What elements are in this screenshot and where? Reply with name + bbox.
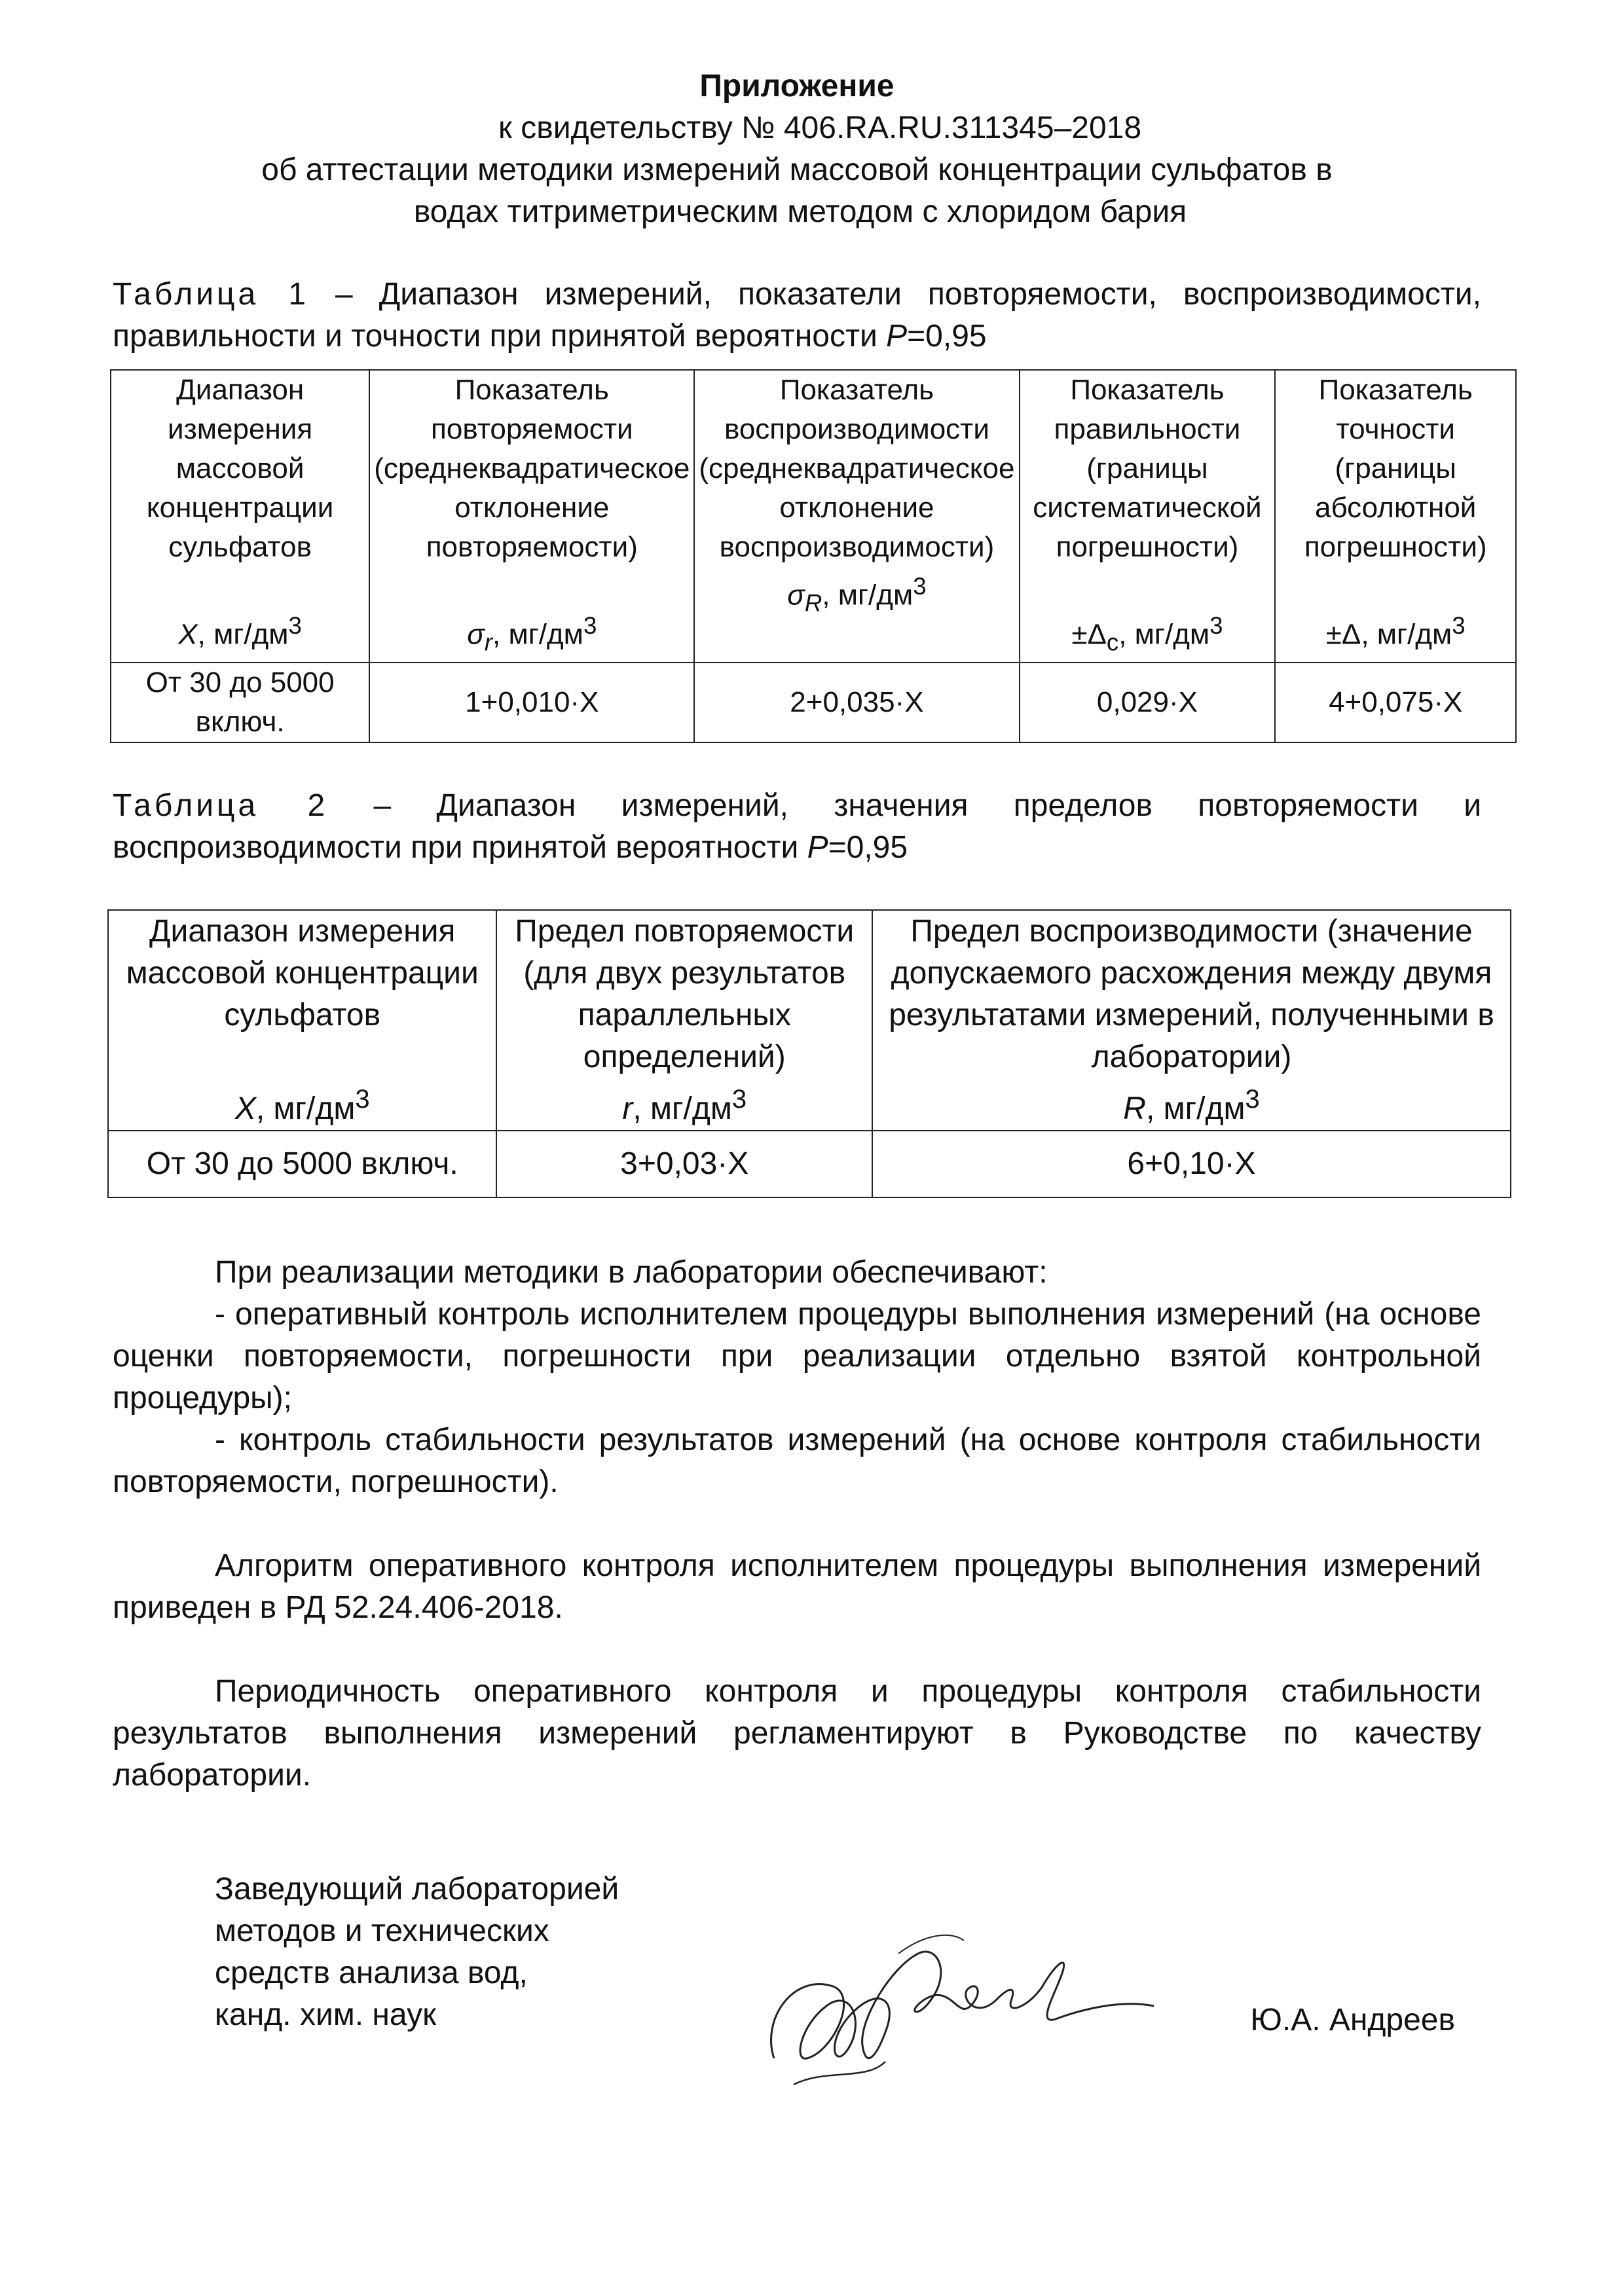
table2-data-row (108, 1131, 1511, 1197)
paragraph-operative-control: - оперативный контроль исполнителем процедуры выполнения измерений (на основе оценки повторяемости, погрешности при реализации отдельно взятой контрольной процедуры); (113, 1297, 1481, 1416)
table2-caption (113, 785, 1481, 869)
table1-caption-text: – Диапазон измерений, показатели повторяемости, воспроизводимости, правильности и точности при принятой вероятности (113, 277, 1482, 354)
table1-cell-range: От 30 до 5000 включ. (111, 663, 369, 742)
table2 (107, 909, 1511, 1198)
table1-header-cell: Показатель воспроизводимости (среднеквадратическое отклонение воспроизводимости) $\sigma_R$, $мг/дм^3$ (694, 370, 1019, 663)
table2-header-cell: Предел повторяемости (для двух результатов параллельных определений) r, $мг/дм^3$ (496, 910, 872, 1131)
table2-header-cell: Предел воспроизводимости (значение допускаемого расхождения между двумя результатами измерений, полученными в лаборатории) R, $мг/дм^3$ (872, 910, 1511, 1131)
table1-caption-value: =0,95 (907, 319, 987, 354)
table1-cell-reproducibility: 2+0,035·X (694, 663, 1019, 742)
paragraph-stability-control: - контроль стабильности результатов измерений (на основе контроля стабильности повторяемости, погрешности). (113, 1423, 1481, 1500)
table2-caption-text: – Диапазон измерений, значения пределов повторяемости и воспроизводимости при принятой вероятности (113, 788, 1482, 866)
header-subject-line1: об аттестации методики измерений массовой концентрации сульфатов в (261, 153, 1333, 187)
table1 (110, 369, 1517, 743)
table1-header-cell: Показатель точности (границы абсолютной погрешности) ±Δ, $мг/дм^3$ (1275, 370, 1516, 663)
header-subject-line2: водах титриметрическим методом с хлоридом бария (413, 194, 1187, 229)
table2-header-cell: Диапазон измерения массовой концентрации сульфатов X, $мг/дм^3$ (108, 910, 496, 1131)
table1-caption (113, 274, 1481, 357)
table1-data-row (111, 663, 1516, 742)
table1-header-cell: Показатель правильности (границы систематической погрешности) $\pm\Delta_c$, $мг/дм^3$ (1020, 370, 1276, 663)
header-certificate: к свидетельству № 406.RA.RU.311345–2018 (498, 111, 1142, 145)
table2-cell-repeatability-limit: 3+0,03·X (496, 1131, 872, 1197)
table2-cell-range: От 30 до 5000 включ. (108, 1131, 496, 1197)
document-header (113, 65, 1481, 233)
table1-cell-repeatability: 1+0,010·X (369, 663, 694, 742)
signatory-position: Заведующий лабораторией методов и технических средств анализа вод, канд. хим. наук (215, 1872, 619, 2033)
table2-caption-label: Таблица 2 (113, 788, 329, 824)
table1-header-cell: Диапазон измерения массовой концентрации сульфатов X, $мг/дм^3$ (111, 370, 369, 663)
table1-caption-label: Таблица 1 (113, 277, 309, 312)
paragraph-intro: При реализации методики в лаборатории обеспечивают: (215, 1255, 1048, 1290)
table2-caption-value: =0,95 (828, 830, 908, 866)
table1-cell-trueness: 0,029·X (1020, 663, 1276, 742)
table2-cell-reproducibility-limit: 6+0,10·X (872, 1131, 1511, 1197)
table1-header-row (111, 370, 1516, 663)
table1-header-cell: Показатель повторяемости (среднеквадратическое отклонение повторяемости) $\sigma_r$, $мг/дм^3$ (369, 370, 694, 663)
body-text (113, 1252, 1481, 1796)
table1-cell-accuracy: 4+0,075·X (1275, 663, 1516, 742)
header-title: Приложение (699, 69, 895, 103)
paragraph-algorithm: Алгоритм оперативного контроля исполнителем процедуры выполнения измерений приведен в РД 52.24.406-2018. (113, 1548, 1481, 1626)
table2-header-row (108, 910, 1511, 1131)
signature-block (113, 1868, 1481, 2091)
handwritten-signature (754, 1927, 1160, 2098)
table2-caption-p: P (807, 830, 828, 866)
table1-caption-p: P (886, 319, 908, 354)
document-page (113, 65, 1494, 2091)
paragraph-periodicity: Периодичность оперативного контроля и процедуры контроля стабильности результатов выполнения измерений регламентируют в Руководстве по качеству лаборатории. (113, 1674, 1481, 1793)
signatory-name: Ю.А. Андреев (1250, 2003, 1455, 2038)
